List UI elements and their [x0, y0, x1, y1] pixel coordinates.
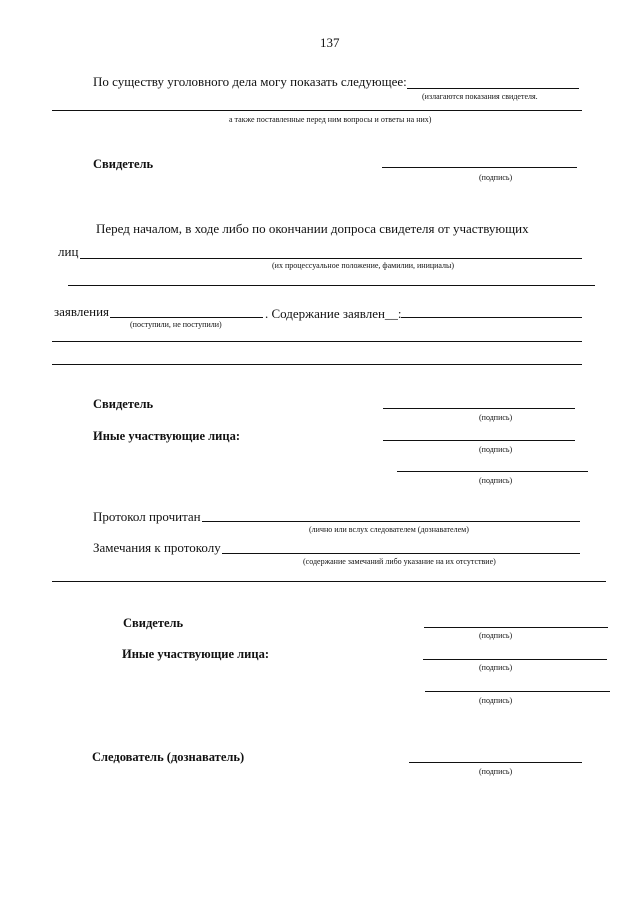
statements-content-line-3: [52, 364, 582, 365]
witness-label: Свидетель: [93, 397, 154, 411]
signature-line: [424, 627, 608, 628]
signature-line: [383, 408, 575, 409]
testimony-line-2: [52, 110, 582, 111]
statements-content-label: . Содержание заявлен__:: [265, 306, 402, 321]
signature-hint: (подпись): [479, 767, 513, 776]
persons-label: лиц: [58, 244, 79, 259]
other-participants-label: Иные участвующие лица:: [122, 647, 269, 661]
remarks-label: Замечания к протоколу: [93, 540, 221, 555]
signature-line: [383, 440, 575, 441]
investigator-label: Следователь (дознаватель): [92, 750, 245, 764]
witness-label: Свидетель: [93, 157, 154, 171]
statements-content-line-2: [52, 341, 582, 342]
signature-line: [425, 691, 610, 692]
signature-hint: (подпись): [479, 173, 513, 182]
persons-line: [80, 258, 582, 259]
statements-content-line: [401, 317, 582, 318]
statements-line: [110, 317, 263, 318]
signature-hint: (подпись): [479, 631, 513, 640]
testimony-hint: (излагаются показания свидетеля.: [422, 92, 538, 101]
signature-line: [409, 762, 582, 763]
protocol-read-hint: (лично или вслух следователем (дознавателем): [309, 525, 469, 534]
persons-hint: (их процессуальное положение, фамилии, инициалы): [272, 261, 455, 270]
signature-line: [423, 659, 607, 660]
persons-line-2: [68, 285, 595, 286]
signature-hint: (подпись): [479, 476, 513, 485]
protocol-read-label: Протокол прочитан: [93, 509, 201, 524]
statements-label: заявления: [54, 304, 110, 319]
signature-hint: (подпись): [479, 413, 513, 422]
signature-hint: (подпись): [479, 445, 513, 454]
signature-hint: (подпись): [479, 696, 513, 705]
remarks-hint: (содержание замечаний либо указание на их отсутствие): [303, 557, 496, 566]
statements-hint: (поступили, не поступили): [130, 320, 222, 329]
remarks-line-2: [52, 581, 606, 582]
signature-line: [397, 471, 588, 472]
signature-hint: (подпись): [479, 663, 513, 672]
other-participants-label: Иные участвующие лица:: [93, 429, 240, 443]
witness-label: Свидетель: [123, 616, 184, 630]
testimony-intro: По существу уголовного дела могу показать следующее:: [93, 74, 407, 89]
signature-line: [382, 167, 577, 168]
testimony-line: [407, 88, 579, 89]
statements-paragraph: Перед началом, в ходе либо по окончании допроса свидетеля от участвующих: [96, 221, 529, 236]
testimony-hint-2: а также поставленные перед ним вопросы и ответы на них): [229, 115, 432, 124]
page-number: 137: [320, 35, 340, 50]
protocol-read-line: [202, 521, 580, 522]
remarks-line: [222, 553, 580, 554]
